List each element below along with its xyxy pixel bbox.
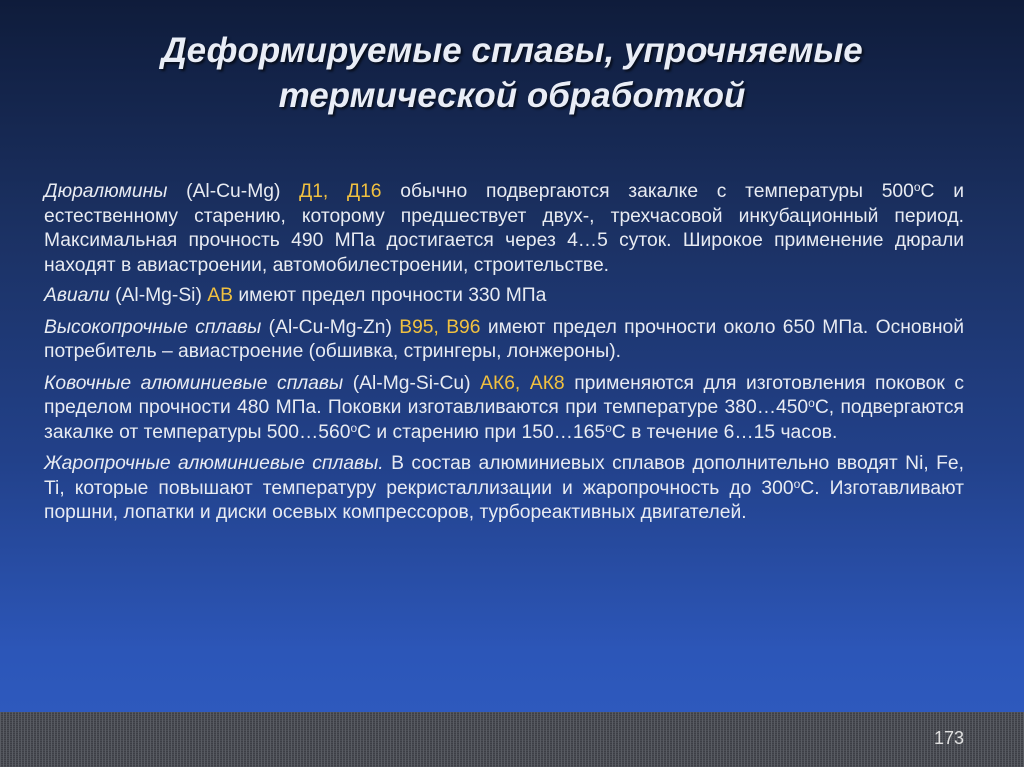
text: С и старению при 150…165 [357, 421, 606, 443]
paragraph-duralumin [44, 180, 964, 278]
text: применяются для изготовления поковок с пределом прочности 480 МПа. Поковки изготавливаются при температуре 380…450 [44, 372, 964, 418]
degree-mark: о [913, 180, 921, 194]
degree-mark: о [808, 396, 815, 410]
text: имеют предел прочности около 650 МПа. Основной потребитель – авиастроение (обшивка, стрингеры, лонжероны). [44, 316, 964, 362]
text: С, подвергаются закалке от температуры 500…560 [44, 397, 965, 443]
paragraph-high-strength [44, 316, 964, 365]
term-avial: Авиали [44, 285, 110, 306]
text: имеют предел прочности 330 МПа [232, 285, 547, 306]
text: С. Изготавливают поршни, лопатки и диски осевых компрессоров, турбореактивных двигателей. [44, 477, 964, 523]
footer-band [0, 712, 1024, 767]
text: С и естественному старению, которому предшествует двух-, трехчасовой инкубационный период. Максимальная прочность 490 МПа достигается через 4…5 суток. Широкое применение дюрали находят в авиастроении, автомобилестроении, строительстве. [44, 181, 964, 276]
formula: (Al-Mg-Si) [109, 285, 208, 306]
term-duralumin: Дюралюмины [44, 181, 168, 202]
slide-body [44, 180, 964, 533]
page-number: 173 [933, 728, 964, 748]
term-forging: Ковочные алюминиевые сплавы [44, 372, 344, 394]
text: обычно подвергаются закалке с температуры 500 [381, 181, 914, 202]
degree-mark: о [793, 476, 801, 491]
paragraph-forging [44, 372, 964, 446]
term-high-strength: Высокопрочные сплавы [44, 316, 262, 338]
degree-mark: о [605, 420, 612, 435]
formula: (Al-Cu-Mg-Zn) [261, 316, 400, 338]
grades: В95, В96 [399, 316, 481, 338]
formula: (Al-Mg-Si-Cu) [343, 372, 481, 394]
title-line-2: термической обработкой [278, 76, 746, 115]
term-heat-resistant: Жаропрочные алюминиевые сплавы. [44, 453, 384, 474]
slide-title [0, 28, 1024, 118]
title-line-1: Деформируемые сплавы, упрочняемые [161, 31, 863, 70]
paragraph-avial [44, 284, 964, 309]
text: В состав алюминиевых сплавов дополнительно вводят Ni, Fe, Ti, которые повышают температуру рекристаллизации и жаропрочность до 300 [44, 453, 964, 499]
degree-mark: о [350, 420, 358, 435]
grades: Д1, Д16 [299, 181, 382, 202]
formula: (Al-Cu-Mg) [167, 181, 300, 202]
paragraph-heat-resistant [44, 452, 964, 526]
grades: АК6, АК8 [480, 372, 565, 394]
text: С в течение 6…15 часов. [611, 421, 838, 443]
grades: АВ [207, 285, 233, 306]
